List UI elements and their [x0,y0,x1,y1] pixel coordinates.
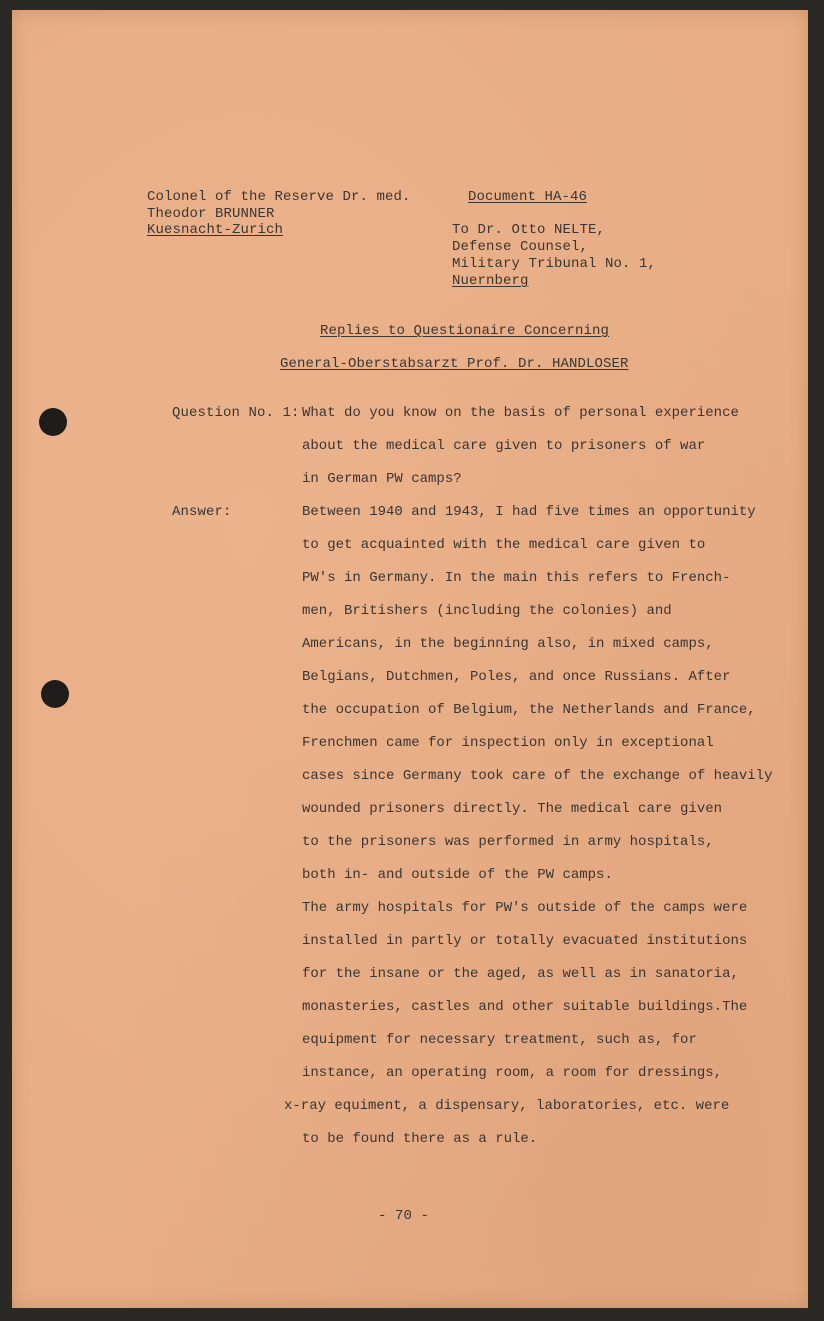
answer-line: to be found there as a rule. [302,1131,538,1147]
sender-name: Theodor BRUNNER [147,206,275,222]
answer-line: Frenchmen came for inspection only in exceptional [302,735,714,751]
recipient-role: Defense Counsel, [452,239,589,255]
recipient-tribunal: Military Tribunal No. 1, [452,256,657,272]
answer-line: cases since Germany took care of the exchange of heavily [302,768,773,784]
answer-line: for the insane or the aged, as well as in sanatoria, [302,966,739,982]
document-page [12,10,808,1308]
answer-line: both in- and outside of the PW camps. [302,867,613,883]
answer-line: monasteries, castles and other suitable buildings.The [302,999,748,1015]
title-line-2: General-Oberstabsarzt Prof. Dr. HANDLOSER [280,356,629,372]
answer-line: The army hospitals for PW's outside of the camps were [302,900,748,916]
answer-line: men, Britishers (including the colonies) and [302,603,672,619]
answer-line: to get acquainted with the medical care given to [302,537,706,553]
sender-location: Kuesnacht-Zurich [147,222,284,238]
title-line-1: Replies to Questionaire Concerning [320,323,610,339]
recipient-name: To Dr. Otto NELTE, [452,222,606,238]
question-label: Question No. 1: [172,405,300,421]
sender-title: Colonel of the Reserve Dr. med. [147,189,411,205]
question-line: What do you know on the basis of personal experience [302,405,739,421]
answer-line: Americans, in the beginning also, in mixed camps, [302,636,714,652]
question-line: in German PW camps? [302,471,462,487]
recipient-city: Nuernberg [452,273,529,289]
page-number: - 70 - [378,1208,430,1224]
answer-line: wounded prisoners directly. The medical care given [302,801,723,817]
answer-line: instance, an operating room, a room for dressings, [302,1065,723,1081]
document-reference: Document HA-46 [468,189,588,205]
answer-line: Between 1940 and 1943, I had five times an opportunity [302,504,756,520]
answer-line: Belgians, Dutchmen, Poles, and once Russians. After [302,669,731,685]
answer-line: PW's in Germany. In the main this refers to French- [302,570,731,586]
punch-hole [39,408,67,436]
answer-label: Answer: [172,504,232,520]
answer-line: equipment for necessary treatment, such as, for [302,1032,697,1048]
question-line: about the medical care given to prisoners of war [302,438,706,454]
answer-line: installed in partly or totally evacuated institutions [302,933,748,949]
answer-line: to the prisoners was performed in army hospitals, [302,834,714,850]
answer-line: the occupation of Belgium, the Netherlands and France, [302,702,756,718]
answer-line: x-ray equiment, a dispensary, laboratories, etc. were [284,1098,730,1114]
punch-hole [41,680,69,708]
